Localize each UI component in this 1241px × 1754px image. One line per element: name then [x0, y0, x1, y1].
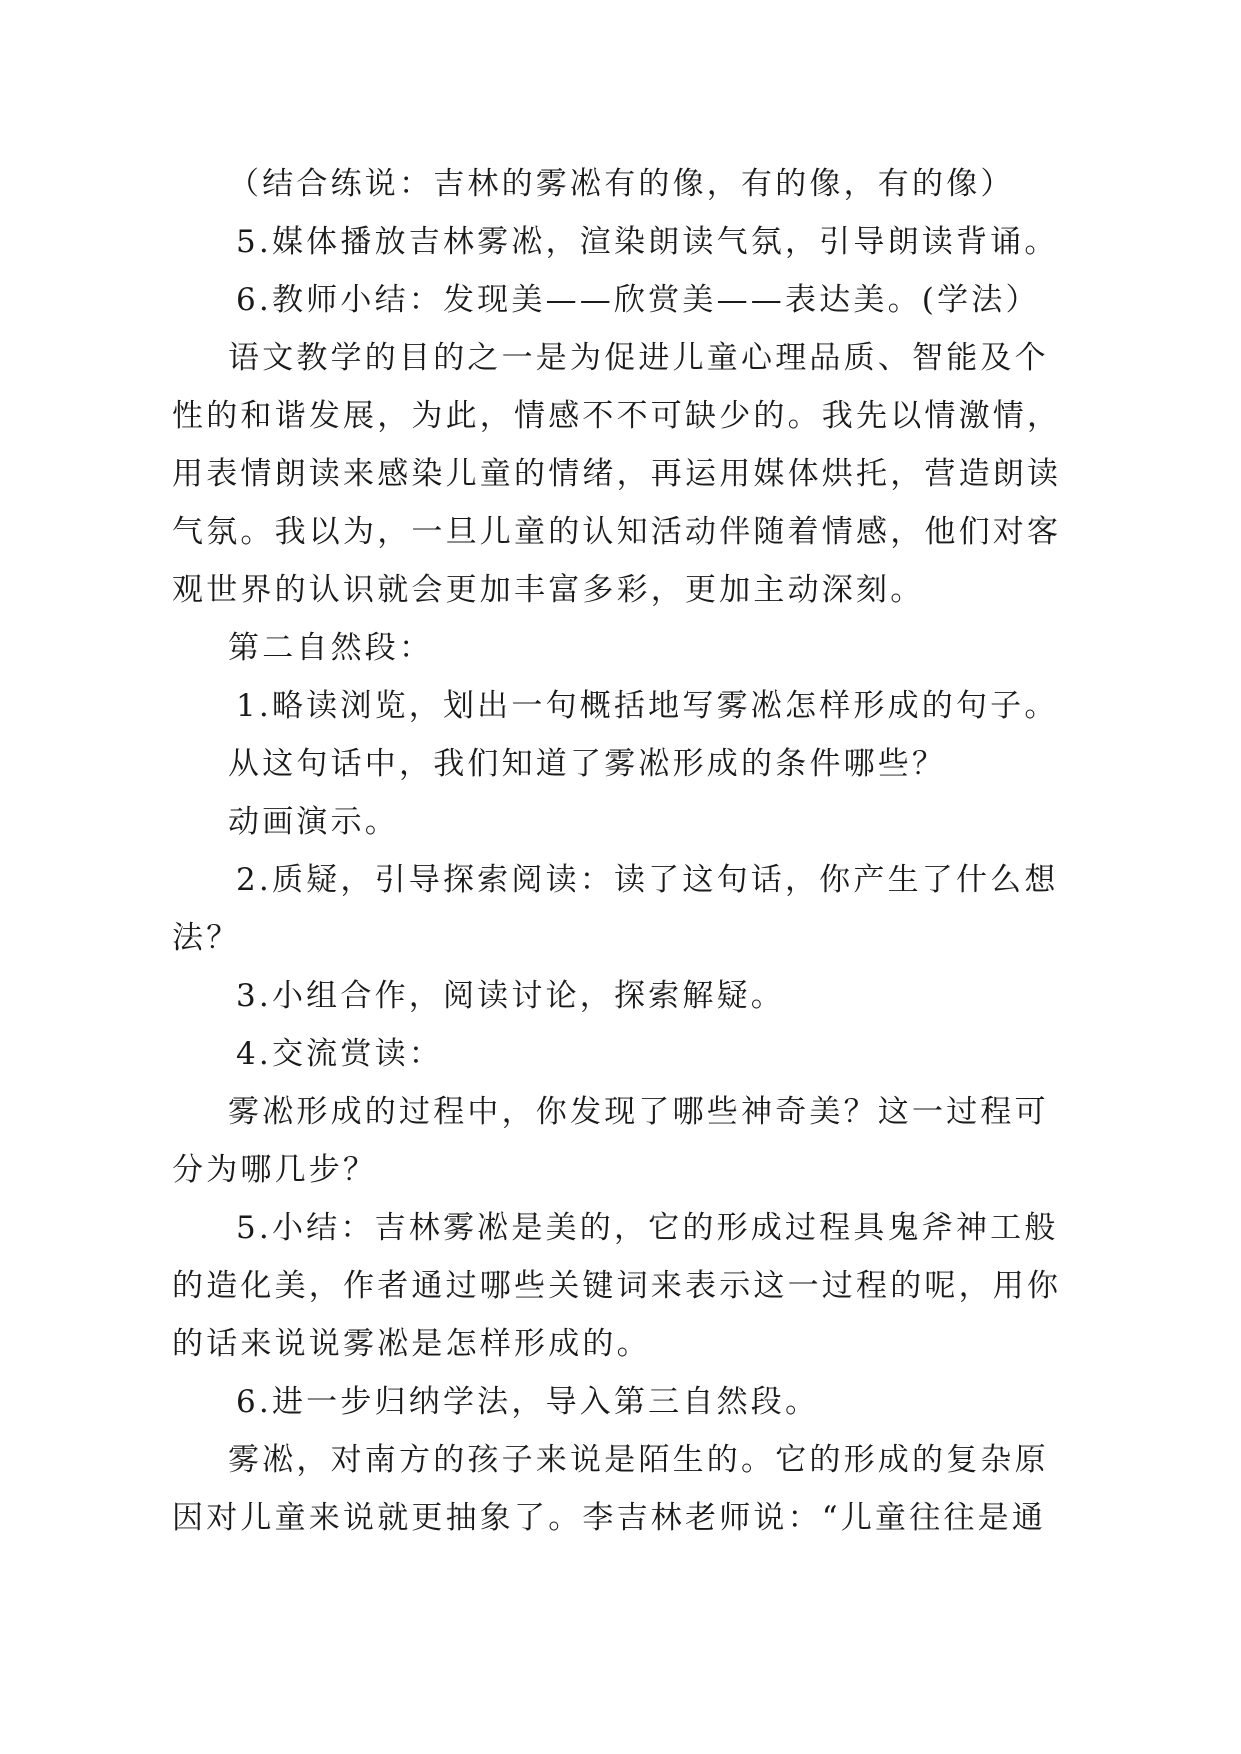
text-line-12: 动画演示。: [228, 804, 399, 840]
text-line-5: 性的和谐发展，为此，情感不不可缺少的。我先以情激情，: [172, 398, 1062, 434]
text-line-18: 分为哪几步？: [172, 1152, 378, 1188]
text-line-17: 雾凇形成的过程中，你发现了哪些神奇美？这一过程可: [228, 1094, 1049, 1130]
text-line-10: 1.略读浏览，划出一句概括地写雾凇怎样形成的句子。: [236, 688, 1059, 724]
text-line-1: （结合练说：吉林的雾凇有的像，有的像，有的像）: [228, 166, 1015, 202]
text-line-14: 法？: [172, 920, 241, 956]
text-line-7: 气氛。我以为，一旦儿童的认知活动伴随着情感，他们对客: [172, 514, 1062, 550]
text-line-13: 2.质疑，引导探索阅读：读了这句话，你产生了什么想: [236, 862, 1059, 898]
text-line-11: 从这句话中，我们知道了雾凇形成的条件哪些？: [228, 746, 947, 782]
text-line-23: 雾凇，对南方的孩子来说是陌生的。它的形成的复杂原: [228, 1442, 1049, 1478]
text-line-24: 因对儿童来说就更抽象了。李吉林老师说：“儿童往往是通: [172, 1500, 1047, 1536]
text-line-15: 3.小组合作，阅读讨论，探索解疑。: [236, 978, 785, 1014]
text-line-3: 6.教师小结：发现美——欣赏美——表达美。(学法）: [236, 282, 1040, 318]
section-heading: 第二自然段：: [228, 630, 434, 666]
text-line-22: 6.进一步归纳学法，导入第三自然段。: [236, 1384, 820, 1420]
text-line-6: 用表情朗读来感染儿童的情绪，再运用媒体烘托，营造朗读: [172, 456, 1062, 492]
text-line-19: 5.小结：吉林雾凇是美的，它的形成过程具鬼斧神工般: [236, 1210, 1059, 1246]
text-line-4: 语文教学的目的之一是为促进儿童心理品质、智能及个: [228, 340, 1049, 376]
text-line-21: 的话来说说雾凇是怎样形成的。: [172, 1326, 651, 1362]
text-line-2: 5.媒体播放吉林雾凇，渲染朗读气氛，引导朗读背诵。: [236, 224, 1059, 260]
text-line-8: 观世界的认识就会更加丰富多彩，更加主动深刻。: [172, 572, 925, 608]
text-line-16: 4.交流赏读：: [236, 1036, 443, 1072]
text-line-20: 的造化美，作者通过哪些关键词来表示这一过程的呢，用你: [172, 1268, 1062, 1304]
